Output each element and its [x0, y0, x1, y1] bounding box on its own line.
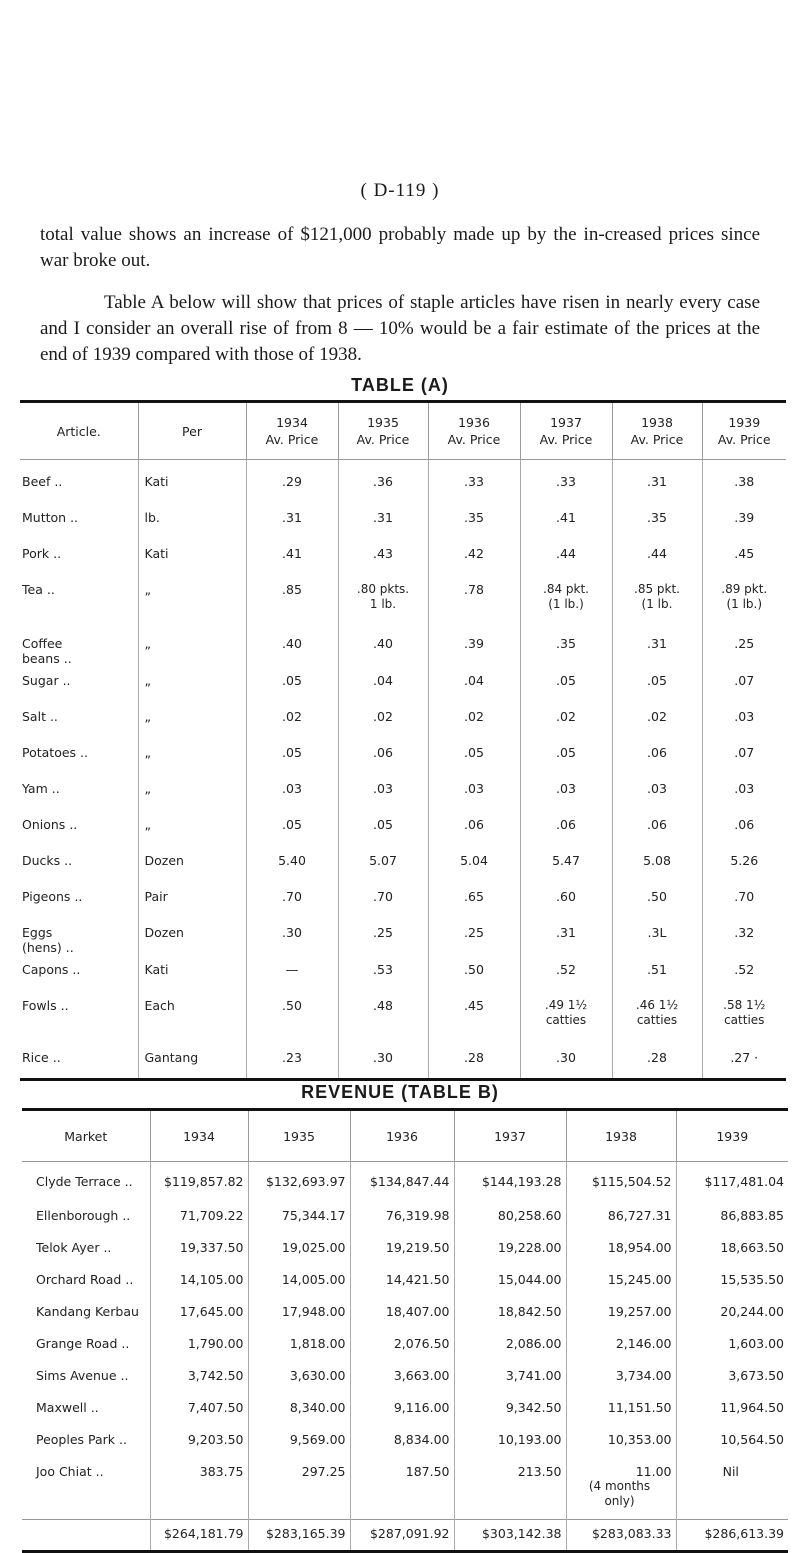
- paragraph-2: Table A below will show that prices of staple articles have risen in nearly every case and I consider an overall rise of from 8 — 10% would be a fair estimate of the prices at the end of 1939 compared with those of 1938.: [40, 292, 760, 365]
- table-row: Grange Road .. 1,790.00 1,818.00 2,076.50 2,086.00 2,146.00 1,603.00: [22, 1330, 788, 1362]
- price-table: [20, 400, 786, 1081]
- table-row: Sims Avenue .. 3,742.50 3,630.00 3,663.00 3,741.00 3,734.00 3,673.50: [22, 1362, 788, 1394]
- table-a-header-row: [20, 402, 786, 460]
- table-a-title: TABLE (A): [351, 375, 449, 395]
- col-header-article: Article.: [20, 402, 138, 460]
- page-number: ( D-119 ): [360, 180, 440, 201]
- table-row: Fowls .. Each .50 .48 .45 .49 1½ catties .46 1½ catties .58 1½ catties: [20, 992, 786, 1044]
- col-header-market: Market: [22, 1110, 150, 1162]
- table-row: Ducks .. Dozen 5.40 5.07 5.04 5.47 5.08 5.26: [20, 847, 786, 883]
- table-row: Capons .. Kati — .53 .50 .52 .51 .52: [20, 956, 786, 992]
- col-header-1935: 1935: [248, 1110, 350, 1162]
- totals-row: $264,181.79 $283,165.39 $287,091.92 $303,142.38 $283,083.33 $286,613.39: [22, 1520, 788, 1552]
- table-row: Salt .. „ .02 .02 .02 .02 .02 .03: [20, 703, 786, 739]
- table-row: Yam .. „ .03 .03 .03 .03 .03 .03: [20, 775, 786, 811]
- table-row: Orchard Road .. 14,105.00 14,005.00 14,421.50 15,044.00 15,245.00 15,535.50: [22, 1266, 788, 1298]
- col-header-1939: 1939 Av. Price: [702, 402, 786, 460]
- table-row: Telok Ayer .. 19,337.50 19,025.00 19,219.50 19,228.00 18,954.00 18,663.50: [22, 1234, 788, 1266]
- col-header-1935: 1935 Av. Price: [338, 402, 428, 460]
- revenue-table: [22, 1108, 788, 1553]
- table-row: Eggs (hens) .. Dozen .30 .25 .25 .31 .3L .32: [20, 919, 786, 956]
- table-row: Rice .. Gantang .23 .30 .28 .30 .28 .27 ·: [20, 1044, 786, 1080]
- col-header-1936: 1936: [350, 1110, 454, 1162]
- table-row: Beef .. Kati .29 .36 .33 .33 .31 .38: [20, 460, 786, 504]
- table-row: Kandang Kerbau 17,645.00 17,948.00 18,407.00 18,842.50 19,257.00 20,244.00: [22, 1298, 788, 1330]
- table-b-title: REVENUE (TABLE B): [301, 1082, 499, 1102]
- table-row: Joo Chiat .. 383.75 297.25 187.50 213.50 11.00 (4 months only) Nil: [22, 1458, 788, 1520]
- col-header-1938: 1938 Av. Price: [612, 402, 702, 460]
- col-header-1936: 1936 Av. Price: [428, 402, 520, 460]
- col-header-1934: 1934: [150, 1110, 248, 1162]
- col-header-1937: 1937 Av. Price: [520, 402, 612, 460]
- col-header-per: Per: [138, 402, 246, 460]
- col-header-1938: 1938: [566, 1110, 676, 1162]
- col-header-1937: 1937: [454, 1110, 566, 1162]
- table-b-header-row: [22, 1110, 788, 1162]
- col-header-1934: 1934 Av. Price: [246, 402, 338, 460]
- table-row: Maxwell .. 7,407.50 8,340.00 9,116.00 9,342.50 11,151.50 11,964.50: [22, 1394, 788, 1426]
- table-row: Pigeons .. Pair .70 .70 .65 .60 .50 .70: [20, 883, 786, 919]
- table-row: Coffee beans .. „ .40 .40 .39 .35 .31 .25: [20, 630, 786, 667]
- table-row: Peoples Park .. 9,203.50 9,569.00 8,834.00 10,193.00 10,353.00 10,564.50: [22, 1426, 788, 1458]
- table-row: Mutton .. lb. .31 .31 .35 .41 .35 .39: [20, 504, 786, 540]
- col-header-1939: 1939: [676, 1110, 788, 1162]
- table-row: Pork .. Kati .41 .43 .42 .44 .44 .45: [20, 540, 786, 576]
- table-row: Potatoes .. „ .05 .06 .05 .05 .06 .07: [20, 739, 786, 775]
- table-row: Onions .. „ .05 .05 .06 .06 .06 .06: [20, 811, 786, 847]
- table-row: Tea .. „ .85 .80 pkts. 1 lb. .78 .84 pkt. (1 lb.) .85 pkt. (1 lb. .89 pkt. (1 lb.): [20, 576, 786, 630]
- table-row: Sugar .. „ .05 .04 .04 .05 .05 .07: [20, 667, 786, 703]
- paragraph-1: total value shows an increase of $121,000 probably made up by the in-creased prices since war broke out.: [40, 224, 760, 271]
- table-row: Ellenborough .. 71,709.22 75,344.17 76,319.98 80,258.60 86,727.31 86,883.85: [22, 1202, 788, 1234]
- table-row: Clyde Terrace .. $119,857.82 $132,693.97 $134,847.44 $144,193.28 $115,504.52 $117,481.04: [22, 1162, 788, 1202]
